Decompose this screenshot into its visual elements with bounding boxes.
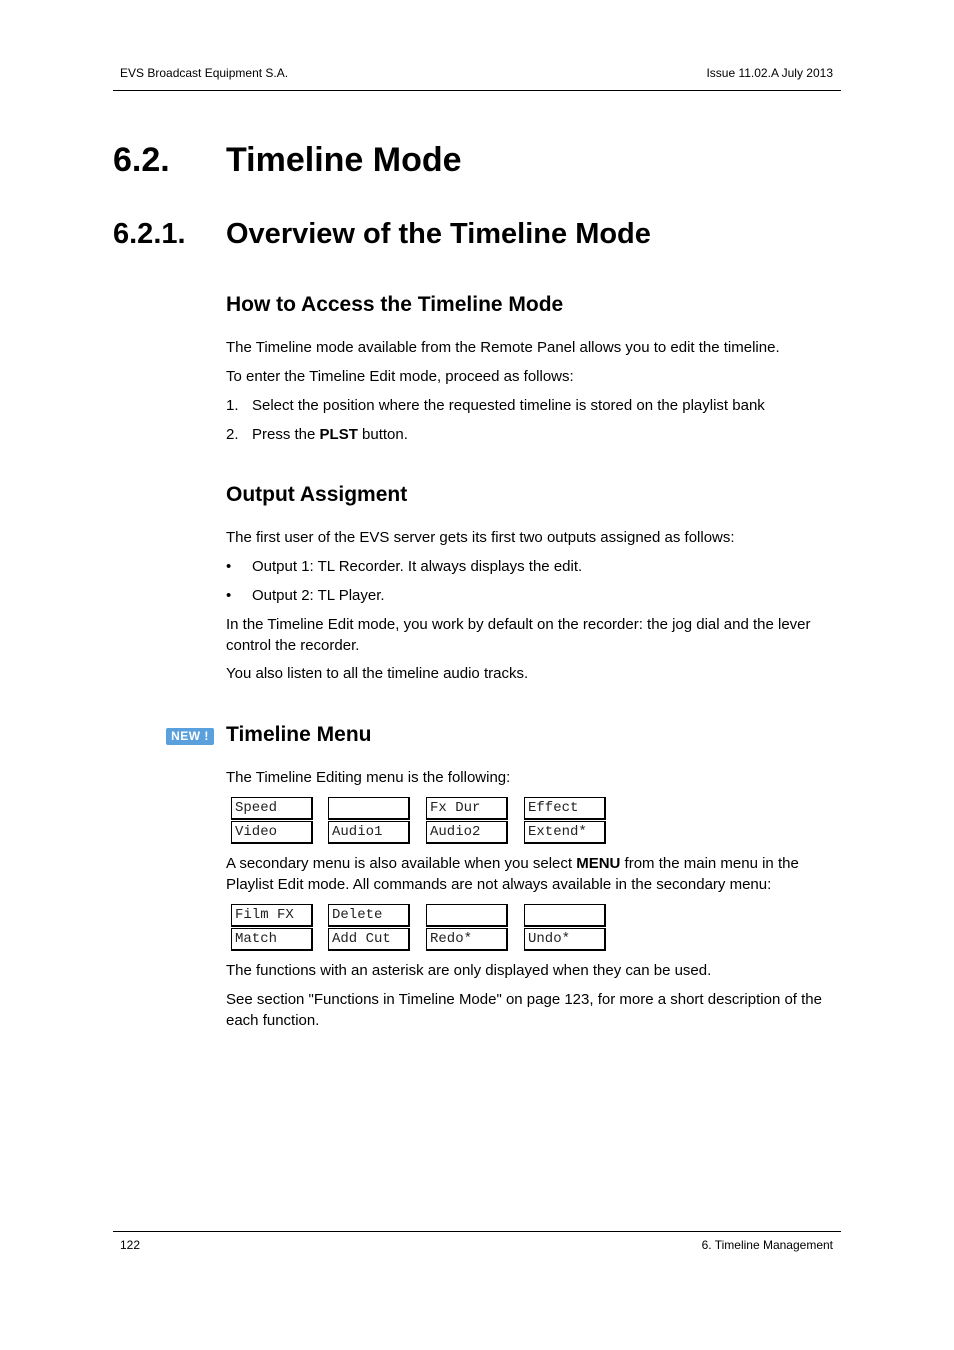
menu-cell [524, 904, 606, 927]
menu-cell [328, 797, 410, 820]
bullet-mark: • [226, 587, 232, 604]
step-text: Select the position where the requested timeline is stored on the playlist bank [252, 397, 765, 414]
access-enter: To enter the Timeline Edit mode, proceed as follows: [226, 368, 574, 385]
page-number: 122 [120, 1238, 141, 1252]
menu-cell: Add Cut [328, 928, 410, 951]
output-heading: Output Assigment [226, 483, 408, 506]
menu-cell: Match [231, 928, 313, 951]
menu-cell: Fx Dur [426, 797, 508, 820]
menu-cell: Effect [524, 797, 606, 820]
plst-keyword: PLST [319, 426, 358, 443]
menu-cell: Video [231, 821, 313, 844]
output-intro: The first user of the EVS server gets its first two outputs assigned as follows: [226, 529, 735, 546]
subsection-title: Overview of the Timeline Mode [226, 218, 651, 250]
footer-rule [113, 1231, 841, 1232]
access-intro: The Timeline mode available from the Remote Panel allows you to edit the timeline. [226, 339, 780, 356]
menu-heading: Timeline Menu [226, 723, 372, 746]
output-para2: You also listen to all the timeline audio tracks. [226, 665, 529, 682]
menu-cell: Audio2 [426, 821, 508, 844]
bullet-text: Output 1: TL Recorder. It always displays the edit. [252, 558, 583, 575]
new-badge: NEW ! [166, 728, 214, 745]
step-number: 2. [226, 426, 239, 443]
secondary-intro: A secondary menu is also available when you select MENU from the main menu in the Playlist Edit mode. All commands are not always available in the secondary menu: [226, 855, 799, 893]
section-number: 6.2. [113, 141, 170, 179]
bullet-mark: • [226, 558, 232, 575]
menu-cell: Extend* [524, 821, 606, 844]
header-issue: Issue 11.02.A July 2013 [706, 66, 833, 80]
bullet-text: Output 2: TL Player. [252, 587, 385, 604]
menu-cell: Delete [328, 904, 410, 927]
subsection-number: 6.2.1. [113, 218, 186, 250]
access-heading: How to Access the Timeline Mode [226, 293, 564, 316]
menu-cell [426, 904, 508, 927]
asterisk-note: The functions with an asterisk are only displayed when they can be used. [226, 962, 712, 979]
menu-keyword: MENU [576, 855, 621, 872]
section-title: Timeline Mode [226, 141, 462, 179]
header-rule [113, 90, 841, 91]
menu-cell: Audio1 [328, 821, 410, 844]
see-section-note: See section "Functions in Timeline Mode" on page 123, for more a short description of the each function. [226, 991, 822, 1029]
menu-intro: The Timeline Editing menu is the following: [226, 769, 511, 786]
menu-cell: Undo* [524, 928, 606, 951]
menu-cell: Film FX [231, 904, 313, 927]
footer-chapter: 6. Timeline Management [701, 1238, 833, 1252]
output-para1: In the Timeline Edit mode, you work by default on the recorder: the jog dial and the lever control the recorder. [226, 616, 811, 654]
step-number: 1. [226, 397, 239, 414]
step-text: Press the PLST button. [252, 426, 408, 443]
header-company: EVS Broadcast Equipment S.A. [120, 66, 289, 80]
menu-cell: Redo* [426, 928, 508, 951]
menu-cell: Speed [231, 797, 313, 820]
